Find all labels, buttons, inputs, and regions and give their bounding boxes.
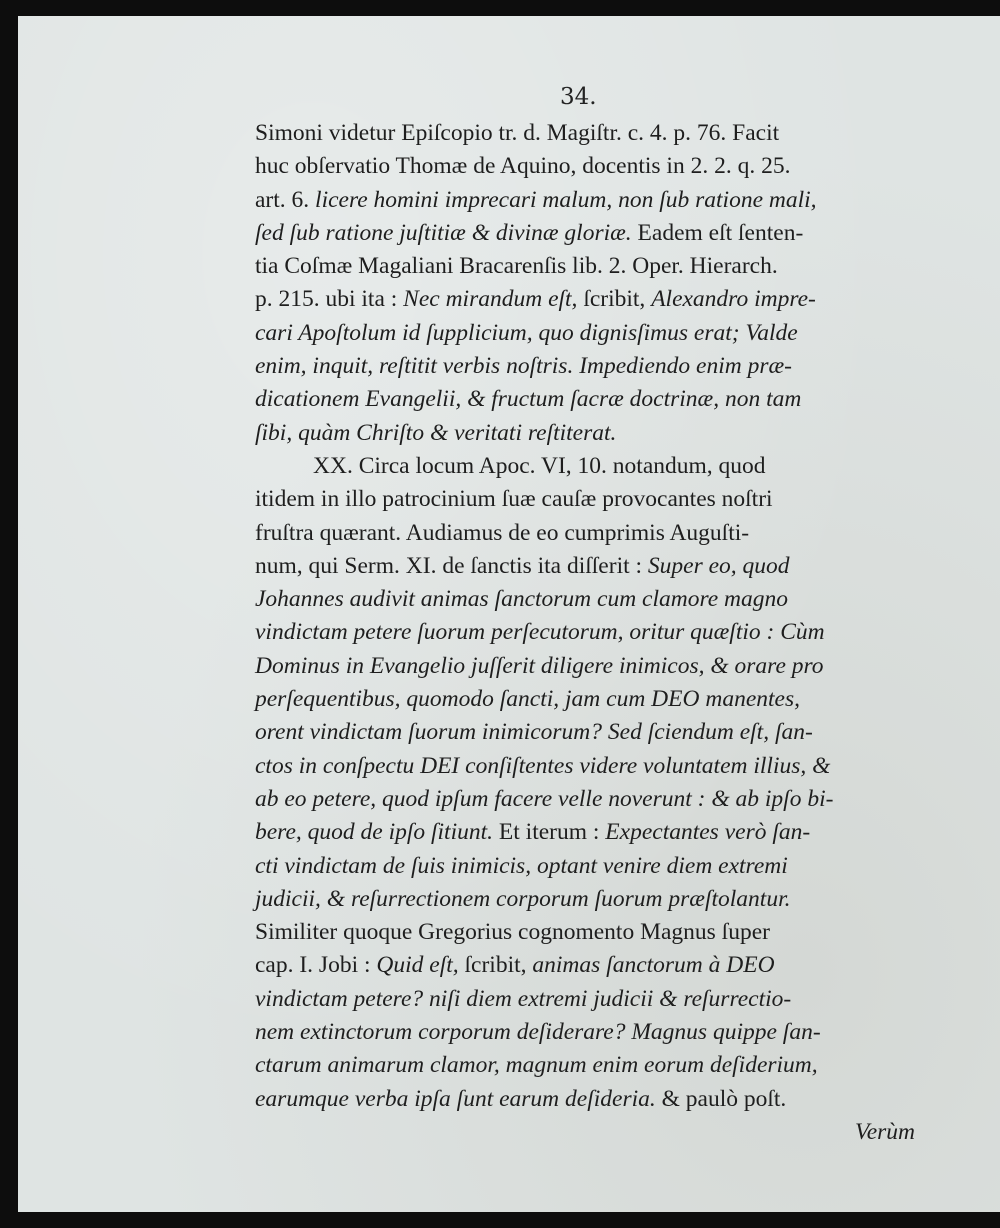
italic-segment: Alexandro impre- — [651, 286, 816, 313]
italic-segment: cti vindictam de ſuis inimicis, optant venire diem extremi — [255, 852, 788, 879]
text-line — [255, 216, 915, 249]
italic-segment: earumque verba ipſa ſunt earum deſideria. — [255, 1085, 656, 1112]
text-line — [255, 282, 915, 315]
roman-segment: & paulò poſt. — [655, 1085, 787, 1112]
roman-segment: huc obſervatio Thomæ de Aquino, docentis in 2. 2. q. 25. — [255, 153, 791, 180]
italic-segment: judicii, & reſurrectionem corporum ſuorum præſtolantur. — [255, 885, 791, 912]
roman-segment: p. 215. ubi ita : — [255, 286, 404, 313]
roman-segment: fruſtra quærant. Audiamus de eo cumprimis Auguſti- — [255, 519, 750, 546]
text-line — [255, 482, 915, 515]
text-line — [255, 549, 915, 582]
text-line — [255, 516, 915, 549]
italic-segment: Quid eſt, — [376, 952, 459, 979]
italic-segment: ſed ſub ratione juſtitiæ & divinæ gloriæ. — [255, 219, 632, 246]
roman-segment: cap. I. Jobi : — [255, 952, 377, 979]
roman-segment: num, qui Serm. XI. de ſanctis ita diſſerit : — [255, 552, 648, 579]
italic-segment: licere homini imprecari malum, non ſub ratione mali, — [315, 186, 817, 213]
italic-segment: ctos in conſpectu DEI conſiſtentes videre voluntatem illius, & — [255, 752, 831, 779]
body-text — [255, 116, 915, 1148]
text-line — [255, 948, 915, 981]
roman-segment: art. 6. — [255, 186, 316, 213]
text-line — [255, 715, 915, 748]
catchword-text: Verùm — [854, 1118, 915, 1145]
italic-segment: orent vindictam ſuorum inimicorum? Sed ſciendum eſt, ſan- — [255, 719, 813, 746]
text-line — [255, 183, 915, 216]
roman-segment: Eadem eſt ſenten- — [631, 219, 804, 246]
italic-segment: Nec mirandum eſt, — [403, 286, 578, 313]
italic-segment: bere, quod de ipſo ſitiunt. — [255, 819, 494, 846]
roman-segment: ſcribit, — [458, 952, 533, 979]
italic-segment: ab eo petere, quod ipſum facere velle noverunt : & ab ipſo bi- — [255, 785, 834, 812]
roman-segment: Simoni videtur Epiſcopio tr. d. Magiſtr. c. 4. p. 76. Facit — [255, 120, 780, 146]
text-line — [255, 416, 915, 449]
roman-segment: ſcribit, — [577, 286, 652, 313]
text-line — [255, 1082, 915, 1115]
catchword — [255, 1115, 915, 1148]
text-line — [255, 249, 915, 282]
page-number: 34. — [560, 84, 597, 110]
text-line — [255, 649, 915, 682]
italic-segment: Expectantes verò ſan- — [605, 819, 811, 846]
roman-segment: Et iterum : — [493, 819, 606, 846]
roman-segment: XX. Circa locum Apoc. VI, 10. notandum, quod — [313, 452, 766, 479]
text-line — [255, 782, 915, 815]
text-line — [255, 815, 915, 848]
text-line — [255, 449, 915, 482]
italic-segment: Johannes audivit animas ſanctorum cum clamore magno — [255, 586, 789, 613]
roman-segment: itidem in illo patrocinium ſuæ cauſæ provocantes noſtri — [255, 486, 773, 513]
italic-segment: enim, inquit, reſtitit verbis noſtris. Impediendo enim præ- — [255, 353, 792, 380]
text-line — [255, 982, 915, 1015]
text-line — [255, 749, 915, 782]
italic-segment: cari Apoſtolum id ſupplicium, quo dignisſimus erat; Valde — [255, 319, 798, 346]
roman-segment: tia Coſmæ Magaliani Bracarenſis lib. 2. Oper. Hierarch. — [255, 253, 778, 280]
italic-segment: Super eo, quod — [647, 552, 790, 579]
text-line — [255, 582, 915, 615]
italic-segment: vindictam petere? niſi diem extremi judicii & reſurrectio- — [255, 985, 792, 1012]
text-line — [255, 915, 915, 948]
italic-segment: nem extinctorum corporum deſiderare? Magnus quippe ſan- — [255, 1019, 821, 1046]
roman-segment: Similiter quoque Gregorius cognomento Magnus ſuper — [255, 919, 770, 946]
italic-segment: ctarum animarum clamor, magnum enim eorum deſiderium, — [255, 1052, 818, 1079]
text-line — [255, 116, 915, 149]
text-line — [255, 882, 915, 915]
text-line — [255, 1015, 915, 1048]
text-line — [255, 682, 915, 715]
text-line — [255, 349, 915, 382]
italic-segment: ſibi, quàm Chriſto & veritati reſtiterat. — [255, 419, 617, 446]
text-line — [255, 382, 915, 415]
italic-segment: dicationem Evangelii, & fructum ſacræ doctrinæ, non tam — [255, 386, 802, 413]
italic-segment: perſequentibus, quomodo ſancti, jam cum DEO manentes, — [255, 686, 800, 713]
italic-segment: Dominus in Evangelio juſſerit diligere inimicos, & orare pro — [255, 652, 824, 679]
text-line — [255, 316, 915, 349]
italic-segment: animas ſanctorum à DEO — [532, 952, 775, 979]
text-line — [255, 1048, 915, 1081]
italic-segment: vindictam petere ſuorum perſecutorum, oritur quæſtio : Cùm — [255, 619, 825, 646]
text-line — [255, 615, 915, 648]
text-line — [255, 849, 915, 882]
text-line — [255, 149, 915, 182]
